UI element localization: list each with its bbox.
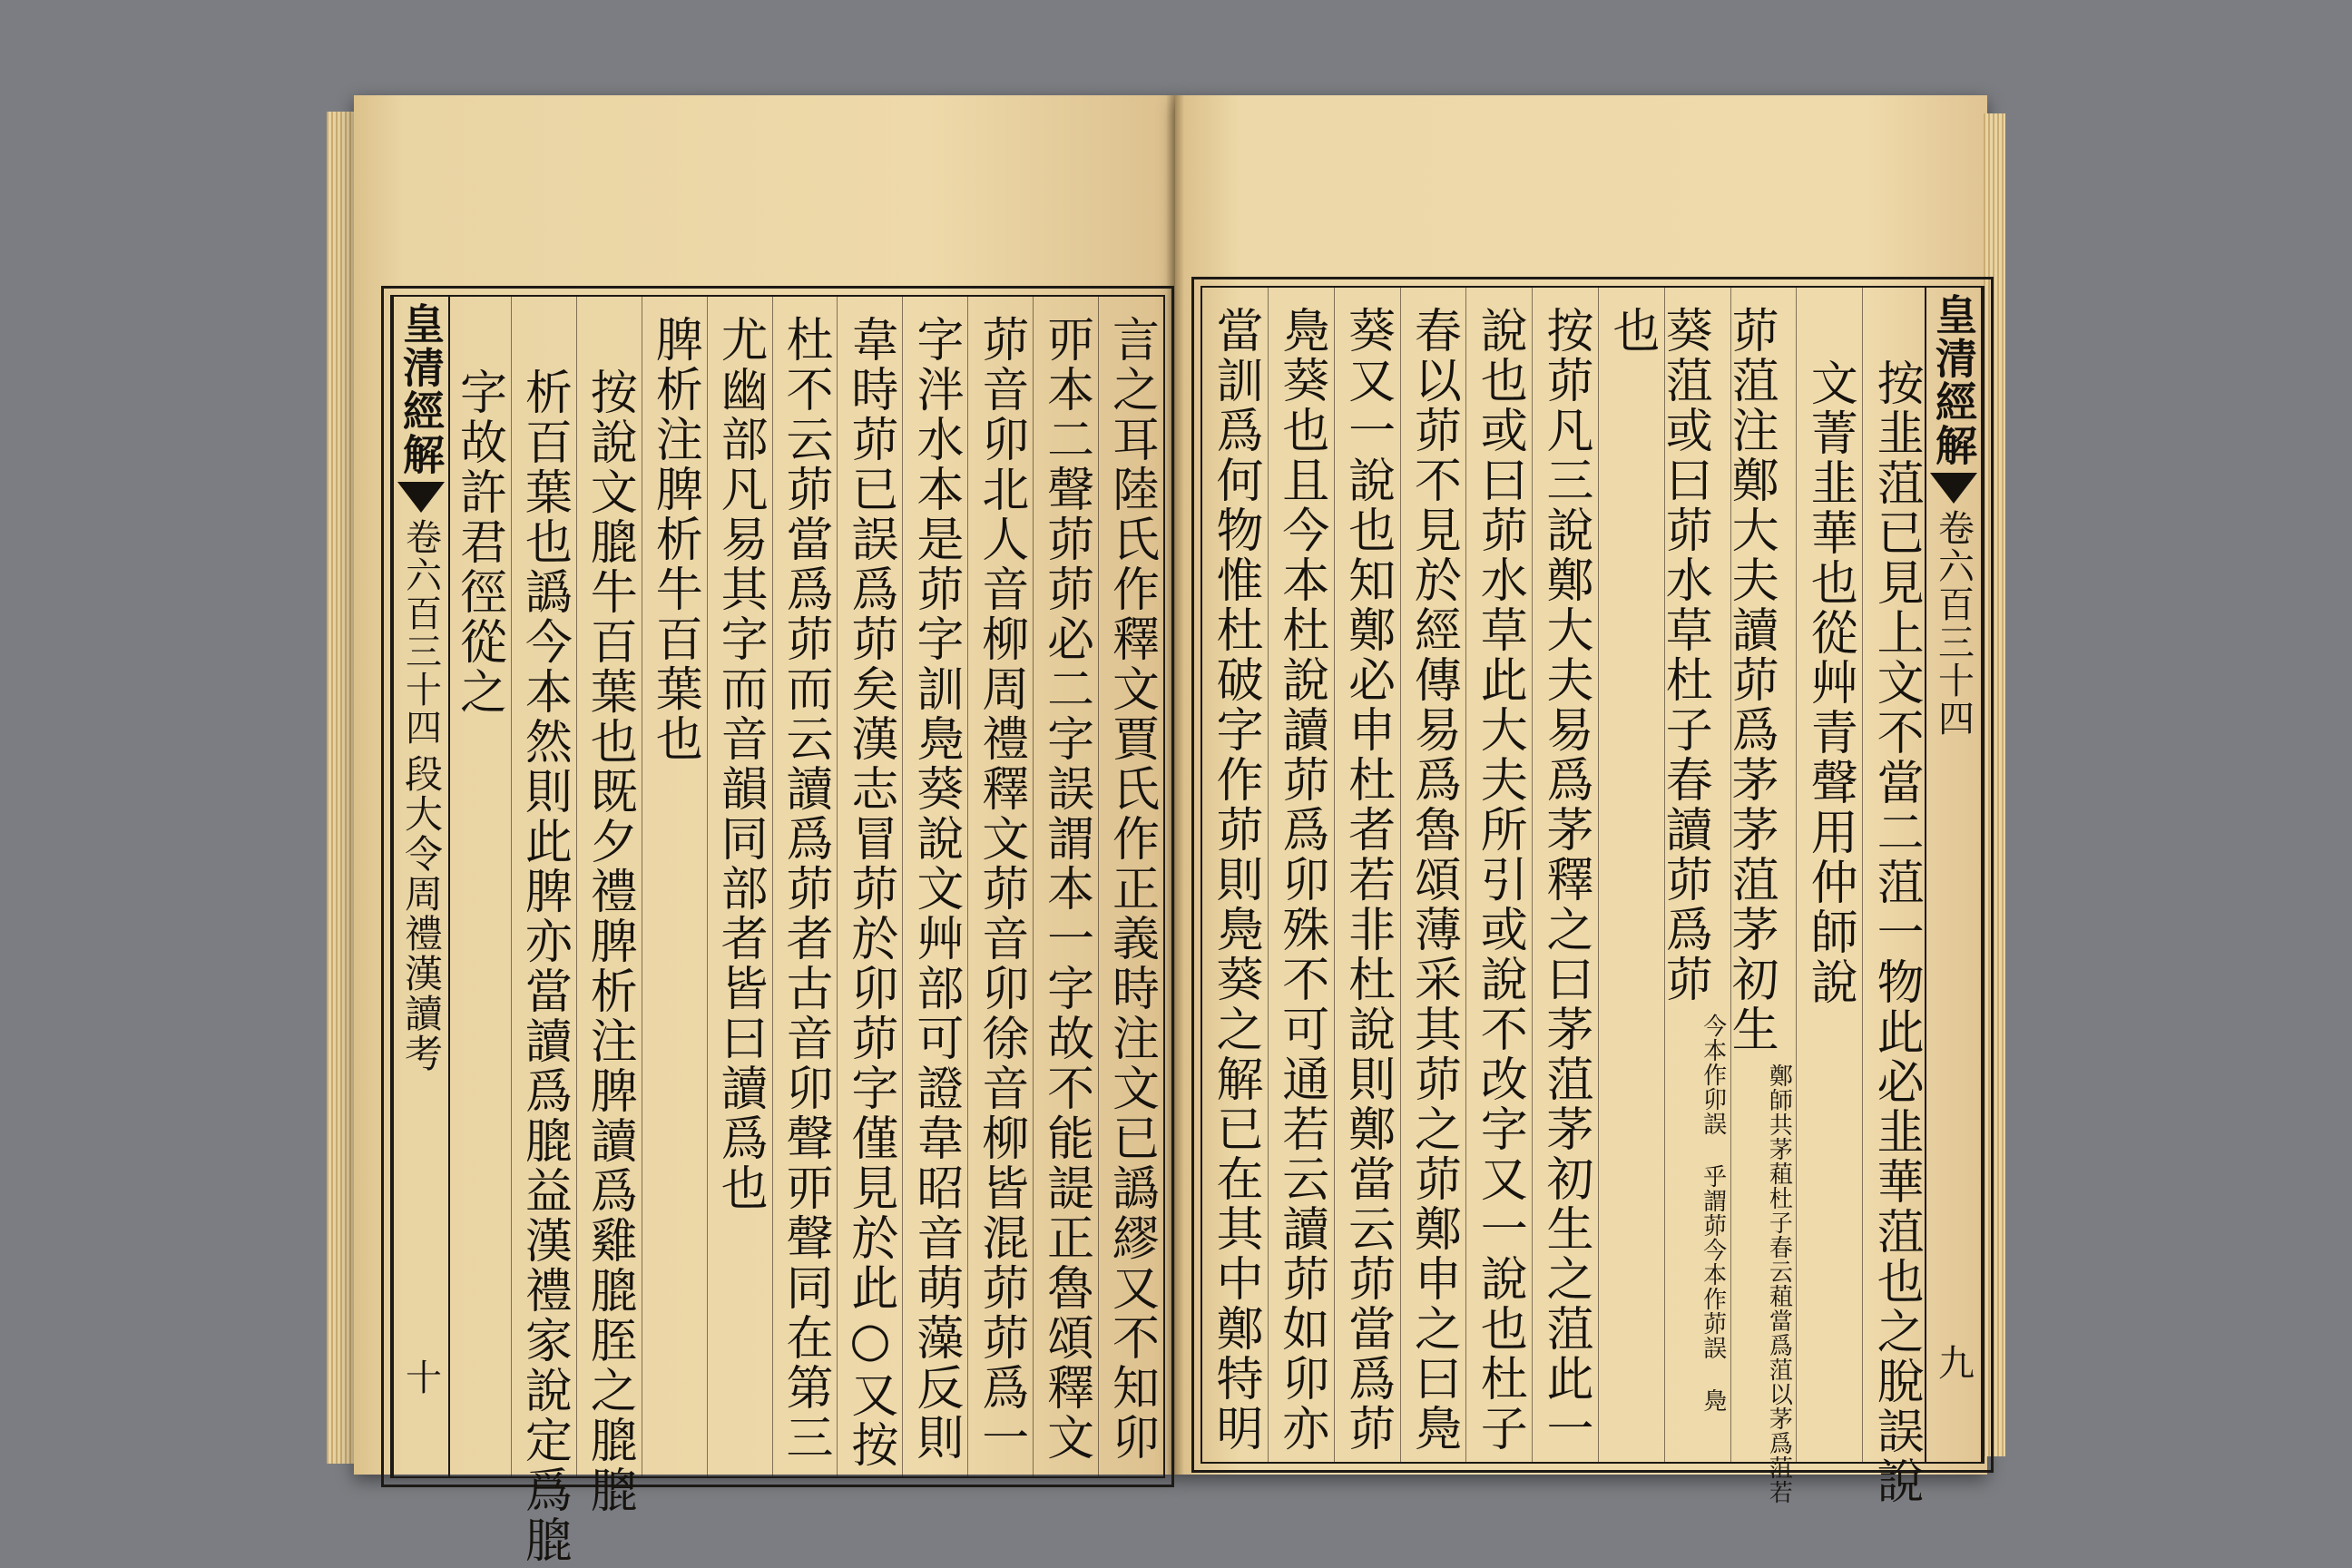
column-text: 韋時茆已誤爲茆矣漢志冒茆於卯茆字僅見於此○又按: [842, 315, 897, 1470]
column-text: 丣本二聲茆茆必二字誤謂本一字故不能諟正魯頌釋文: [1038, 315, 1093, 1463]
left-text-columns: [446, 297, 1163, 1565]
text-column: [511, 297, 576, 1565]
text-column: [837, 297, 902, 1476]
text-column: [576, 297, 642, 1515]
banxin-page-number: 九: [1932, 1344, 1975, 1380]
column-text: 杜不云茆當爲茆而云讀爲茆者古音卯聲丣聲同在第三: [778, 315, 833, 1463]
column-text: 按說文膍牛百葉也既夕禮脾析注脾讀爲雞膍胵之膍膍: [582, 368, 637, 1515]
column-text: 析百葉也譌今本然則此脾亦當讀爲膍益漢禮家說定爲膍: [516, 368, 572, 1565]
text-column: [902, 297, 967, 1476]
text-column: [1033, 297, 1098, 1476]
right-text-columns: [1202, 288, 1928, 1506]
banxin-subtitle: 段大令周禮漢讀考: [399, 754, 444, 1073]
text-column: [967, 297, 1033, 1476]
column-note: 鄭師共茅蒩杜子春云蒩當爲菹以茅爲菹若: [1765, 1063, 1793, 1504]
right-inner-border: [1200, 286, 1984, 1506]
text-column: [1465, 288, 1532, 1462]
column-text: 按韭菹已見上文不當二菹一物此必韭華菹也之脫誤說: [1868, 358, 1924, 1506]
left-banxin: [392, 297, 450, 1476]
column-note: 今本作卯誤 乎謂茆今本作茆誤 鳧: [1699, 1014, 1727, 1413]
right-text-frame: [1191, 277, 1994, 1506]
column-text: 當訓爲何物惟杜破字作茆則鳧葵之解已在其中鄭特明: [1207, 306, 1262, 1454]
text-column: [1400, 288, 1466, 1462]
column-text: 鳧葵也且今本杜說讀茆爲卯殊不可通若云讀茆如卯亦: [1273, 306, 1328, 1454]
column-text: 春以茆不見於經傳易爲魯頌薄采其茆之茆鄭申之曰鳧: [1406, 306, 1461, 1454]
text-column: [1657, 288, 1730, 1462]
column-text: 也: [1603, 306, 1659, 356]
banxin-volume: 卷六百三十四: [399, 518, 442, 747]
text-column: [1334, 288, 1400, 1462]
open-book: [327, 95, 2005, 1565]
column-text: 按茆凡三說鄭大夫易爲茅釋之曰茅菹茅初生之菹此一: [1538, 306, 1593, 1454]
text-column: [772, 297, 838, 1476]
text-column: [707, 297, 772, 1476]
left-page-edges: [327, 112, 358, 1464]
column-text: 言之耳陸氏作釋文賈氏作正義時注文已譌繆又不知卯: [1103, 315, 1159, 1463]
column-text: 字泮水本是茆字訓鳧葵說文艸部可證韋昭音萌藻反則: [907, 315, 963, 1463]
column-text: 說也或曰茆水草此大夫所引或說不改字又一說也杜子: [1472, 306, 1527, 1454]
text-column: [1532, 288, 1598, 1462]
text-column: [642, 297, 707, 1476]
banxin-volume: 卷六百三十四: [1932, 509, 1975, 738]
column-text: 葵又一說也知鄭必申杜者若非杜說則鄭當云茆當爲茆: [1339, 306, 1395, 1454]
text-column: [446, 297, 511, 1476]
text-column: [1796, 288, 1862, 1462]
left-inner-border: [390, 295, 1165, 1565]
banxin-title: 皇清經解: [397, 302, 446, 476]
column-text: 葵菹或曰茆水草杜子春讀茆爲茆: [1657, 306, 1712, 1004]
column-text: 茆音卯北人音柳周禮釋文茆音卯徐音柳皆混茆茆爲一: [973, 315, 1028, 1463]
column-text: 文菁韭華也從艸青聲用仲師說: [1802, 358, 1857, 1007]
left-text-frame: [381, 286, 1174, 1565]
column-text: 茆菹注鄭大夫讀茆爲茅茅菹茅初生: [1723, 306, 1779, 1054]
banxin-page-number: 十: [399, 1358, 442, 1395]
text-column: [1268, 288, 1334, 1462]
text-column: [1202, 288, 1268, 1462]
text-column: [1723, 288, 1797, 1504]
right-banxin: [1925, 288, 1983, 1462]
column-text: 字故許君徑從之: [451, 368, 506, 717]
text-column: [1862, 288, 1928, 1506]
column-text: 脾析注脾析牛百葉也: [647, 315, 702, 764]
text-column: [1598, 288, 1664, 1462]
fish-tail-icon: [397, 482, 445, 513]
text-column: [1098, 297, 1163, 1476]
fish-tail-icon: [1930, 473, 1977, 504]
banxin-title: 皇清經解: [1929, 293, 1978, 467]
column-text: 尤幽部凡易其字而音韻同部者皆曰讀爲也: [712, 315, 768, 1213]
